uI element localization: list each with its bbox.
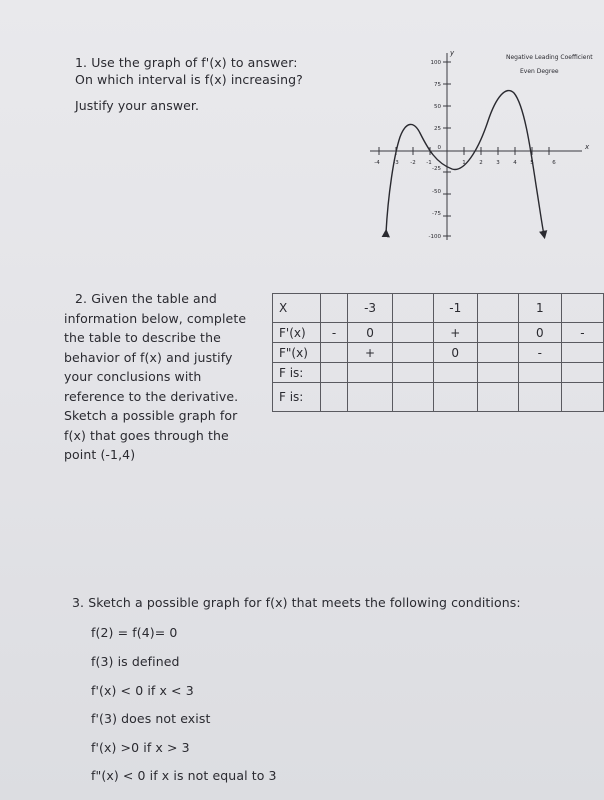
x-tick-label: -2 — [410, 160, 416, 166]
y-tick-label: 100 — [430, 60, 441, 66]
y-tick-label: 75 — [434, 82, 441, 88]
table-cell: - — [561, 323, 603, 343]
graph-title-2: Even Degree — [520, 68, 559, 75]
table-cell[interactable] — [392, 323, 433, 343]
x-tick-label: 5 — [530, 160, 534, 166]
table-cell[interactable] — [477, 383, 518, 412]
table-cell[interactable] — [392, 383, 433, 412]
q2-line: information below, complete — [64, 311, 247, 326]
table-row-second-derivative — [273, 343, 604, 363]
table-cell: - — [320, 323, 348, 343]
q3-condition: f(2) = f(4)= 0 — [91, 625, 178, 640]
q2-line: reference to the derivative. — [64, 389, 239, 404]
y-tick-label: 0 — [437, 145, 441, 151]
q3-condition: f'(x) < 0 if x < 3 — [91, 683, 194, 698]
table-cell[interactable] — [518, 363, 561, 383]
q1-line-2: On which interval is f(x) increasing? — [75, 72, 303, 87]
q1-line-3: Justify your answer. — [75, 98, 200, 113]
graph-title-1: Negative Leading Coefficient — [506, 54, 593, 61]
table-cell[interactable] — [477, 294, 518, 323]
table-cell[interactable] — [348, 383, 392, 412]
table-cell: 1 — [518, 294, 561, 323]
table-cell: + — [433, 323, 477, 343]
table-cell: -1 — [433, 294, 477, 323]
q2-line: Sketch a possible graph for — [64, 408, 238, 423]
table-row-first-derivative — [273, 323, 604, 343]
x-tick-label: 6 — [552, 160, 556, 166]
y-tick-label: -25 — [432, 166, 441, 172]
table-cell: 0 — [433, 343, 477, 363]
q1-line-1: 1. Use the graph of f'(x) to answer: — [75, 55, 298, 70]
x-tick-label: -3 — [393, 160, 399, 166]
q2-line: behavior of f(x) and justify — [64, 350, 233, 365]
table-cell: F'(x) — [273, 323, 321, 343]
table-cell: - — [518, 343, 561, 363]
table-cell[interactable] — [320, 383, 348, 412]
x-tick-label: 3 — [496, 160, 500, 166]
table-cell[interactable] — [518, 383, 561, 412]
q3-condition: f'(x) >0 if x > 3 — [91, 740, 190, 755]
table-cell[interactable] — [320, 343, 348, 363]
y-tick-label: 25 — [434, 126, 441, 132]
q3-condition: f'(3) does not exist — [91, 711, 211, 726]
y-tick-label: -75 — [432, 211, 441, 217]
table-cell: F"(x) — [273, 343, 321, 363]
q2-line: your conclusions with — [64, 369, 202, 384]
y-tick-label: -100 — [428, 234, 441, 240]
table-cell[interactable] — [320, 294, 348, 323]
table-cell[interactable] — [392, 343, 433, 363]
table-cell[interactable] — [561, 343, 603, 363]
q3-condition: f"(x) < 0 if x is not equal to 3 — [91, 768, 277, 783]
y-axis-label: y — [450, 49, 455, 57]
table-cell: F is: — [273, 383, 321, 412]
table-cell: F is: — [273, 363, 321, 383]
table-cell: 0 — [348, 323, 392, 343]
table-cell[interactable] — [477, 363, 518, 383]
table-cell: 0 — [518, 323, 561, 343]
table-cell: X — [273, 294, 321, 323]
table-cell[interactable] — [348, 363, 392, 383]
x-axis-label: x — [585, 143, 590, 151]
table-cell: -3 — [348, 294, 392, 323]
table-cell[interactable] — [561, 383, 603, 412]
q3-condition: f(3) is defined — [91, 654, 180, 669]
derivative-graph — [360, 45, 600, 245]
x-tick-label: 1 — [462, 160, 466, 166]
table-row-f-is — [273, 363, 604, 383]
q2-line: 2. Given the table and — [75, 291, 217, 306]
table-cell: + — [348, 343, 392, 363]
table-cell[interactable] — [561, 294, 603, 323]
table-cell[interactable] — [392, 363, 433, 383]
behavior-table — [272, 293, 604, 412]
x-tick-label: -1 — [426, 160, 432, 166]
q2-line: point (-1,4) — [64, 447, 136, 462]
q2-line: the table to describe the — [64, 330, 221, 345]
table-cell[interactable] — [477, 323, 518, 343]
x-tick-label: 4 — [513, 160, 517, 166]
x-tick-label: 2 — [479, 160, 483, 166]
table-cell[interactable] — [433, 383, 477, 412]
table-cell[interactable] — [433, 363, 477, 383]
table-cell[interactable] — [392, 294, 433, 323]
table-row-f-is — [273, 383, 604, 412]
q2-line: f(x) that goes through the — [64, 428, 229, 443]
y-tick-label: -50 — [432, 189, 441, 195]
x-tick-label: -4 — [374, 160, 380, 166]
table-cell[interactable] — [477, 343, 518, 363]
table-cell[interactable] — [561, 363, 603, 383]
y-tick-label: 50 — [434, 104, 441, 110]
table-row-x — [273, 294, 604, 323]
q3-title: 3. Sketch a possible graph for f(x) that meets the following conditions: — [72, 595, 521, 610]
table-cell[interactable] — [320, 363, 348, 383]
